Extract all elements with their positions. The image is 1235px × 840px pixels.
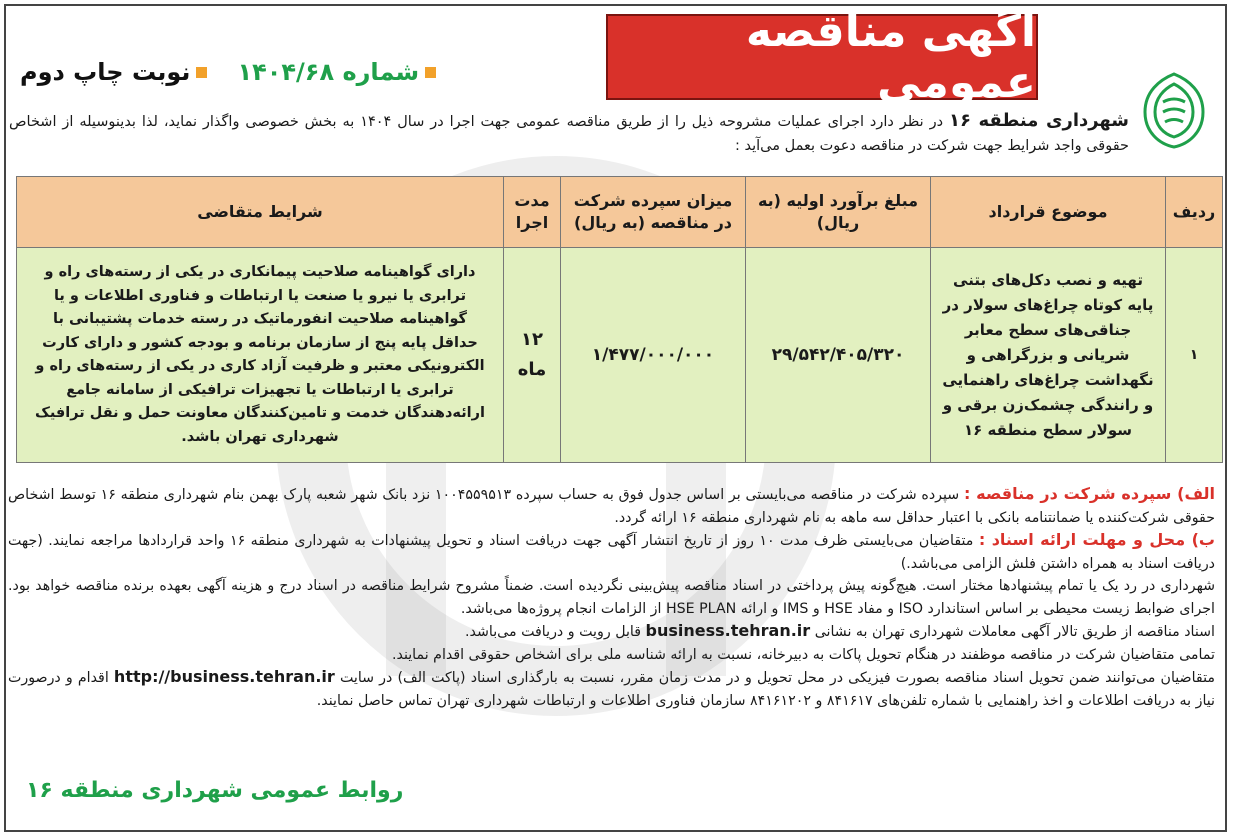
cell-requirements: دارای گواهینامه صلاحیت پیمانکاری در یکی از رسته‌های راه و ترابری یا نیرو یا صنعت یا ارتباطات و فناوری اطلاعات و یا گواهینامه صلاحیت انفورماتیک در رسته خدمات پشتیبانی با حداقل پایه پنج از سازمان برنامه و بودجه کشور و دارای کارت الکترونیکی معتبر و ظرفیت آزاد کاری در یکی از رسته‌های راه و ترابری یا ارتباطات یا تجهیزات ترافیکی از سامانه جامع ارائه‌دهندگان خدمت و تامین‌کنندگان معاونت حمل و نقل ترافیک شهرداری تهران باشد. [17,248,504,463]
clause-a-text: سپرده شرکت در مناقصه می‌بایستی بر اساس جدول فوق به حساب سپرده ۱۰۰۴۵۵۹۵۱۳ نزد بانک شهر شعبه پارک بهمن بنام شهرداری منطقه ۱۶ توسط اشخاص حقوقی شرکت‌کننده یا ضمانتنامه بانکی با اعتبار حداقل سه ماهه به نام شهرداری منطقه ۱۶ ارائه گردد. [8,487,1215,526]
header-estimate: مبلغ برآورد اولیه (به ریال) [746,177,931,248]
intro-text: در نظر دارد اجرای عملیات مشروحه ذیل را از طریق مناقصه عمومی جهت اجرا در سال ۱۴۰۴ به بخش خصوصی واگذار نماید، لذا بدینوسیله از اشخاص حقوقی واجد شرایط جهت شرکت در مناقصه دعوت بعمل می‌آید : [9,114,1129,154]
header-requirements: شرایط متقاضی [17,177,504,248]
title-banner [606,6,1038,108]
public-relations-signature: روابط عمومی شهرداری منطقه ۱۶ [26,778,404,803]
tehran-municipality-logo-icon [1137,70,1211,150]
intro-paragraph [9,109,1129,158]
clause-b-text: متقاضیان می‌بایستی ظرف مدت ۱۰ روز از تاریخ انتشار آگهی جهت دریافت اسناد و تحویل پیشنهادات به شهرداری منطقه ۱۶ واحد قراردادها مراجعه نمایند. (جهت دریافت اسناد به همراه داشتن فلش الزامی می‌باشد.) [8,533,1215,572]
cell-duration: ۱۲ ماه [504,248,561,463]
clause-documents [8,620,1215,644]
print-round [20,58,207,86]
ad-number [237,58,436,86]
clause-general: شهرداری در رد یک یا تمام پیشنهادها مختار است. هیچ‌گونه پیش پرداختی در اسناد مناقصه پیش‌بینی نگردیده است. ضمناً مشروح شرایط مناقصه در اسناد درج و هزینه آگهی بعهده برنده مناقصه خواهد بود. اجرای ضوابط زیست محیطی بر اساس استاندارد ISO و مفاد HSE و IMS و ارائه HSE PLAN از الزامات انجام پروژه‌ها می‌باشد. [8,578,1215,617]
clause-a-label: الف) سپرده شرکت در مناقصه : [963,484,1215,503]
clause-national-id: تمامی متقاضیان شرکت در مناقصه موظفند در هنگام تحویل پاکات به دبیرخانه، نسبت به ارائه شناسه ملی برای اشخاص حقوقی اقدام نمایند. [391,646,1215,663]
cell-row-number: ۱ [1166,248,1223,463]
bullet-icon [425,67,436,78]
header-subject: موضوع قرارداد [931,177,1166,248]
clause-a [8,483,1215,529]
clause-b [8,529,1215,575]
header-duration: مدت اجرا [504,177,561,248]
clause-documents-text-end: قابل رویت و دریافت می‌باشد. [465,624,642,640]
clauses [8,483,1215,712]
business-url-link[interactable]: http://business.tehran.ir [113,667,335,686]
cell-deposit: ۱/۴۷۷/۰۰۰/۰۰۰ [561,248,746,463]
clause-documents-text: اسناد مناقصه از طریق تالار آگهی معاملات شهرداری تهران به نشانی [814,624,1215,640]
page-title: آگهی مناقصه عمومی [745,6,1036,108]
edition-info [20,58,436,86]
header-row-number: ردیف [1166,177,1223,248]
business-site-link[interactable]: business.tehran.ir [645,621,811,640]
clause-upload-text-end: اقدام و درصورت نیاز به دریافت اطلاعات و اخذ راهنمایی با شماره تلفن‌های ۸۴۱۶۱۷ و ۸۴۱۶۱۲۰۲ سازمان فناوری اطلاعات و ارتباطات شهرداری تهران تماس حاصل نمایند. [8,670,1215,709]
ad-number-label: شماره ۱۴۰۴/۶۸ [237,58,420,86]
cell-subject: تهیه و نصب دکل‌های بتنی پایه کوتاه چراغ‌های سولار در جناقی‌های سطح معابر شریانی و بزرگراهی و نگهداشت چراغ‌های راهنمایی و رانندگی چشمک‌زن برقی و سولار سطح منطقه ۱۶ [931,248,1166,463]
tender-table [16,176,1223,463]
clause-b-label: ب) محل و مهلت ارائه اسناد : [978,530,1215,549]
organization-name: شهرداری منطقه ۱۶ [948,110,1130,131]
cell-estimate: ۲۹/۵۴۲/۴۰۵/۳۲۰ [746,248,931,463]
clause-upload-text: متقاضیان می‌توانند ضمن تحویل اسناد مناقصه بصورت فیزیکی در محل تحویل و در مدت زمان مقرر، نسبت به بارگذاری اسناد (پاکت الف) در سایت [339,670,1215,686]
print-round-label: نوبت چاپ دوم [20,58,191,86]
header-deposit: میزان سپرده شرکت در مناقصه (به ریال) [561,177,746,248]
table-header-row [17,177,1223,248]
table-row [17,248,1223,463]
bullet-icon [196,67,207,78]
clause-upload [8,666,1215,712]
advertisement-frame [4,4,1227,832]
